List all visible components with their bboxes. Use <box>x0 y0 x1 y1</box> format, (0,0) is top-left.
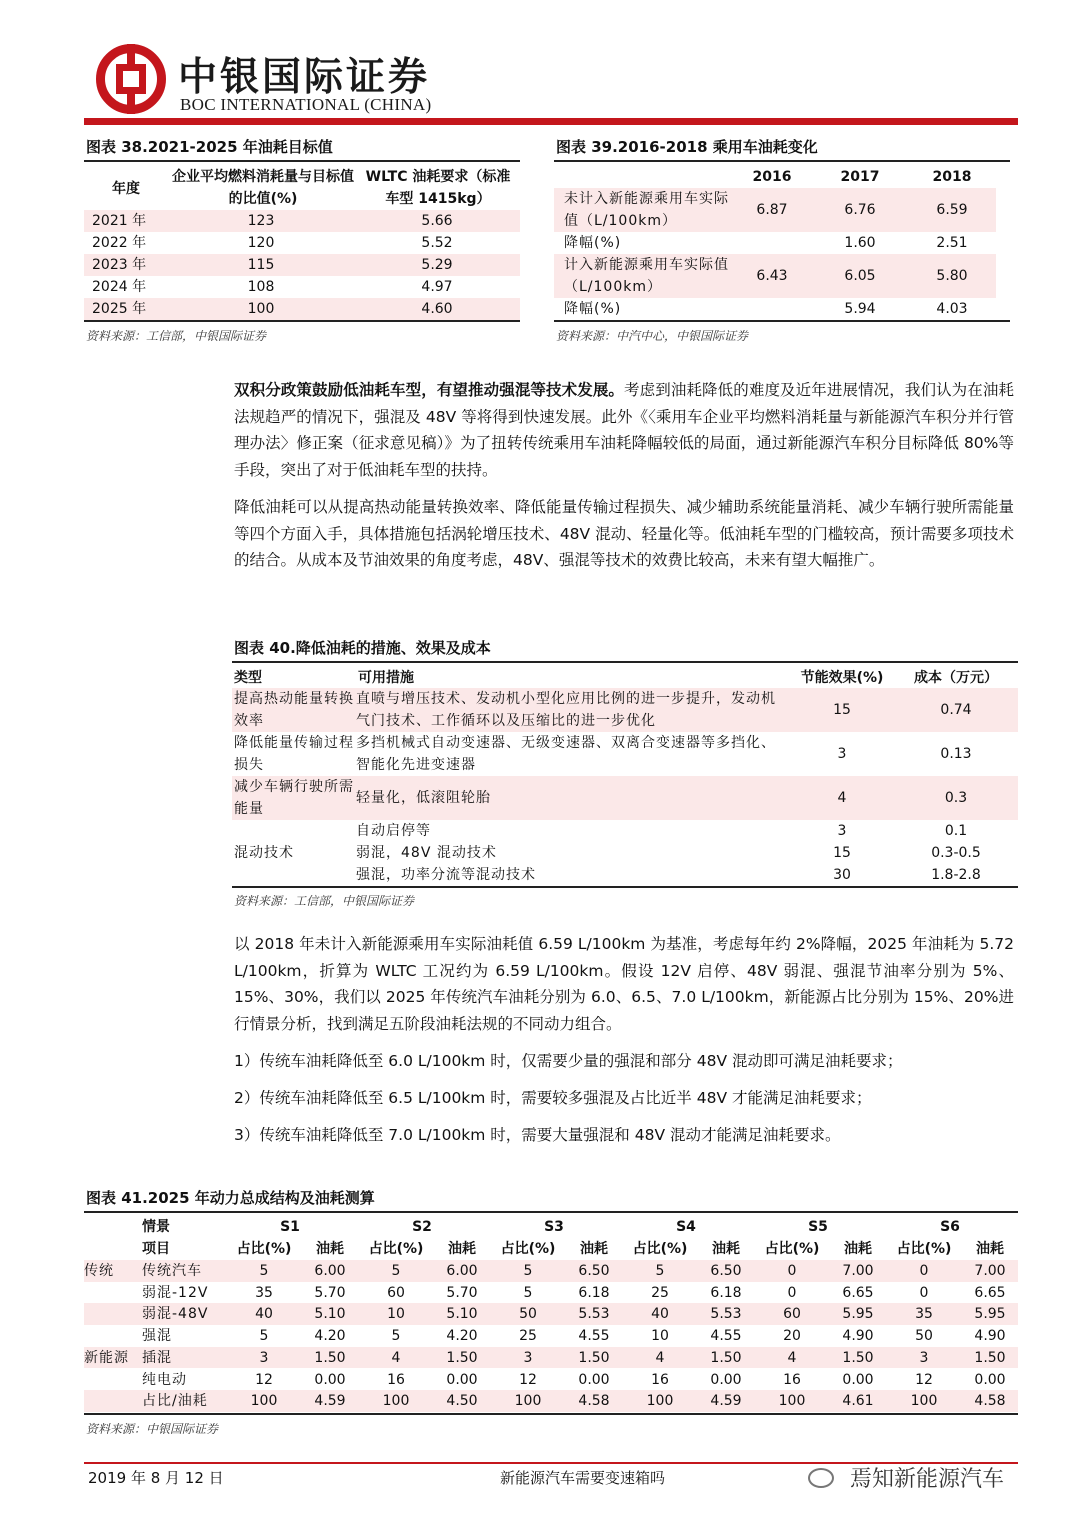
fig41-header-scenario-name: S5 <box>808 1219 828 1235</box>
fig41-cell-value: 20 <box>783 1328 801 1345</box>
fig40-cell-measure: 多挡机械式自动变速器、无级变速器、双离合变速器等多挡化、智能化先进变速器 <box>356 735 776 773</box>
watermark: 焉知新能源汽车 <box>850 1467 1005 1492</box>
fig38-source: 资料来源：工信部，中银国际证券 <box>86 329 267 343</box>
fig38-cell-wltc: 5.52 <box>421 235 453 251</box>
fig38-header-year: 年度 <box>112 181 140 197</box>
fig40-cell-type: 混动技术 <box>234 845 294 861</box>
fig41-cell-value: 6.65 <box>974 1284 1006 1301</box>
paragraph-policy <box>234 377 1014 483</box>
fig40-cell-cost: 0.13 <box>940 746 972 762</box>
fig41-cell-value: 0.00 <box>314 1371 346 1388</box>
fig39-header-year: 2017 <box>840 169 880 185</box>
fig41-cell-value: 6.00 <box>314 1263 346 1279</box>
fig41-cell-value: 5.10 <box>314 1306 346 1323</box>
fig41-cell-value: 1.50 <box>842 1349 874 1366</box>
fig38-cell-year: 2021 年 <box>92 213 147 229</box>
fig39-cell-value: 6.05 <box>844 268 876 284</box>
fig40-cell-effect: 3 <box>837 823 847 839</box>
fig41-cell-value: 0 <box>787 1263 797 1279</box>
list-item-3: 3）传统车油耗降低至 7.0 L/100km 时，需要大量强混和 48V 混动才能满足油耗要求。 <box>234 1126 841 1144</box>
list-item-2: 2）传统车油耗降低至 6.5 L/100km 时，需要较多强混及占比近半 48V 才能满足油耗要求； <box>234 1089 872 1107</box>
fig41-cell-value: 25 <box>519 1328 537 1345</box>
fig41-cell-item: 插混 <box>142 1349 172 1366</box>
fig39-cell-value: 6.87 <box>756 202 788 218</box>
fig39-table <box>554 162 1010 320</box>
fig40-cell-effect: 3 <box>837 746 847 762</box>
fig40-cell-type: 减少车辆行驶所需能量 <box>234 779 354 817</box>
brand-logo-square <box>116 64 146 94</box>
fig41-cell-value: 25 <box>651 1284 669 1301</box>
fig41-header-fuel: 油耗 <box>316 1241 344 1257</box>
fig41-cell-group: 新能源 <box>84 1349 129 1366</box>
fig41-header-fuel: 油耗 <box>712 1241 740 1257</box>
brand-name-en: BOC INTERNATIONAL (CHINA) <box>180 95 432 114</box>
fig41-cell-value: 16 <box>651 1371 669 1388</box>
fig41-header-fuel: 油耗 <box>448 1241 476 1257</box>
fig40-cell-effect: 15 <box>833 845 851 861</box>
fig41-header-share: 占比(%) <box>632 1241 688 1257</box>
fig40-cell-type: 提高热动能量转换效率 <box>234 691 354 729</box>
fig40-cell-type: 降低能量传输过程损失 <box>234 735 354 773</box>
fig41-cell-value: 12 <box>255 1371 273 1388</box>
fig40-cell-measure: 强混，功率分流等混动技术 <box>356 867 536 883</box>
fig41-cell-value: 3 <box>523 1349 533 1366</box>
fig41-source: 资料来源：中银国际证券 <box>86 1422 219 1436</box>
fig39-row-label: 未计入新能源乘用车实际值（L/100km） <box>564 191 729 229</box>
fig41-cell-value: 100 <box>250 1393 278 1410</box>
fig41-cell-value: 40 <box>651 1306 669 1323</box>
fig39-source: 资料来源：中汽中心，中银国际证券 <box>556 329 749 343</box>
fig40-header-type: 类型 <box>234 670 262 686</box>
fig41-cell-value: 4 <box>787 1349 797 1366</box>
fig41-cell-value: 0 <box>919 1263 929 1279</box>
fig41-cell-value: 5 <box>523 1284 533 1301</box>
fig41-cell-value: 4.50 <box>446 1393 478 1410</box>
fig41-cell-value: 3 <box>259 1349 269 1366</box>
fig41-cell-value: 5.10 <box>446 1306 478 1323</box>
fig41-cell-value: 6.65 <box>842 1284 874 1301</box>
fig39-bottom-rule <box>554 320 1010 322</box>
fig39-cell-value: 1.60 <box>844 235 876 251</box>
fig41-cell-item: 弱混-12V <box>142 1284 209 1301</box>
fig41-header-scenario: 情景 <box>142 1219 170 1235</box>
fig41-title: 图表 41.2025 年动力总成结构及油耗测算 <box>86 1189 375 1207</box>
fig41-header-scenario-name: S3 <box>544 1219 564 1235</box>
fig41-cell-value: 5 <box>259 1328 269 1345</box>
fig41-cell-value: 12 <box>519 1371 537 1388</box>
fig41-cell-value: 1.50 <box>974 1349 1006 1366</box>
fig41-cell-value: 6.00 <box>446 1263 478 1279</box>
fig40-title: 图表 40.降低油耗的措施、效果及成本 <box>234 639 491 657</box>
fig41-header-scenario-name: S2 <box>412 1219 432 1235</box>
fig40-header-cost: 成本（万元） <box>914 670 998 686</box>
fig38-cell-ratio: 115 <box>247 257 275 273</box>
fig41-cell-value: 4.61 <box>842 1393 874 1410</box>
fig41-header-fuel: 油耗 <box>976 1241 1004 1257</box>
fig41-cell-value: 5.70 <box>314 1284 346 1301</box>
fig41-cell-value: 6.18 <box>578 1284 610 1301</box>
fig38-cell-ratio: 123 <box>247 213 275 229</box>
fig38-table <box>84 162 520 320</box>
fig38-header-ratio: 企业平均燃料消耗量与目标值的比值(%) <box>172 169 354 207</box>
fig40-cell-measure: 轻量化，低滚阻轮胎 <box>356 790 491 806</box>
fig41-cell-item: 强混 <box>142 1328 172 1345</box>
fig40-cell-measure: 直喷与增压技术、发动机小型化应用比例的进一步提升，发动机气门技术、工作循环以及压缩比的进一步优化 <box>356 691 776 729</box>
fig41-cell-value: 50 <box>915 1328 933 1345</box>
fig38-cell-wltc: 4.97 <box>421 279 453 295</box>
fig38-cell-ratio: 120 <box>247 235 275 251</box>
fig40-cell-effect: 15 <box>833 702 851 718</box>
fig41-header-share: 占比(%) <box>896 1241 952 1257</box>
fig41-table <box>84 1213 1018 1413</box>
fig41-cell-value: 4 <box>391 1349 401 1366</box>
fig41-cell-value: 0.00 <box>842 1371 874 1388</box>
fig41-header-share: 占比(%) <box>500 1241 556 1257</box>
fig41-cell-value: 60 <box>783 1306 801 1323</box>
fig39-header-year: 2018 <box>932 169 972 185</box>
fig41-cell-value: 4.59 <box>314 1393 346 1410</box>
fig41-cell-value: 5 <box>655 1263 665 1279</box>
fig40-table <box>232 663 1018 885</box>
fig39-header-year: 2016 <box>752 169 792 185</box>
fig41-cell-value: 5 <box>391 1263 401 1279</box>
fig41-bottom-rule <box>84 1413 1018 1415</box>
fig38-cell-wltc: 5.29 <box>421 257 453 273</box>
footer-title: 新能源汽车需要变速箱吗 <box>500 1469 666 1487</box>
fig41-cell-value: 4.55 <box>578 1328 610 1345</box>
brand-name-cn: 中银国际证券 <box>178 54 431 100</box>
fig40-cell-cost: 1.8-2.8 <box>931 867 981 883</box>
fig41-cell-value: 0 <box>787 1284 797 1301</box>
fig39-cell-value: 2.51 <box>936 235 968 251</box>
fig40-cell-cost: 0.3-0.5 <box>931 845 981 861</box>
fig41-header-item: 项目 <box>142 1241 170 1257</box>
fig41-cell-value: 1.50 <box>446 1349 478 1366</box>
fig41-cell-value: 0.00 <box>446 1371 478 1388</box>
fig41-cell-value: 5.95 <box>842 1306 874 1323</box>
fig38-cell-year: 2025 年 <box>92 301 147 317</box>
fig38-cell-ratio: 108 <box>247 279 275 295</box>
fig38-header-wltc: WLTC 油耗要求（标准车型 1415kg） <box>365 169 511 207</box>
fig39-row-label: 降幅(%) <box>564 301 622 317</box>
fig41-cell-value: 1.50 <box>314 1349 346 1366</box>
fig40-cell-cost: 0.74 <box>940 702 972 718</box>
fig41-cell-value: 7.00 <box>974 1263 1006 1279</box>
fig41-cell-value: 4.20 <box>446 1328 478 1345</box>
fig41-cell-value: 100 <box>910 1393 938 1410</box>
fig41-cell-value: 4.58 <box>578 1393 610 1410</box>
fig41-cell-item: 纯电动 <box>142 1371 187 1388</box>
footer-date: 2019 年 8 月 12 日 <box>88 1469 224 1487</box>
fig41-cell-value: 35 <box>915 1306 933 1323</box>
fig41-cell-item: 占比/油耗 <box>142 1393 208 1410</box>
fig41-cell-value: 4.59 <box>710 1393 742 1410</box>
fig40-cell-measure: 弱混，48V 混动技术 <box>356 845 497 861</box>
fig41-header-fuel: 油耗 <box>844 1241 872 1257</box>
fig41-cell-value: 5 <box>523 1263 533 1279</box>
fig41-cell-value: 4 <box>655 1349 665 1366</box>
fig41-cell-value: 6.50 <box>710 1263 742 1279</box>
fig41-cell-item: 弱混-48V <box>142 1306 209 1323</box>
fig41-cell-value: 100 <box>778 1393 806 1410</box>
fig41-cell-value: 4.58 <box>974 1393 1006 1410</box>
fig40-source: 资料来源：工信部，中银国际证券 <box>234 894 415 908</box>
fig41-cell-value: 0.00 <box>974 1371 1006 1388</box>
fig41-cell-value: 50 <box>519 1306 537 1323</box>
fig41-cell-value: 4.55 <box>710 1328 742 1345</box>
fig41-cell-value: 5 <box>259 1263 269 1279</box>
fig41-header-share: 占比(%) <box>236 1241 292 1257</box>
fig41-cell-value: 6.18 <box>710 1284 742 1301</box>
fig39-cell-value: 5.80 <box>936 268 968 284</box>
paragraph-policy-lead: 双积分政策鼓励低油耗车型，有望推动强混等技术发展。 <box>234 381 625 399</box>
fig38-cell-year: 2022 年 <box>92 235 147 251</box>
fig41-header-scenario-name: S1 <box>280 1219 300 1235</box>
fig41-cell-value: 10 <box>387 1306 405 1323</box>
fig40-cell-cost: 0.3 <box>944 790 968 806</box>
fig41-cell-value: 0.00 <box>578 1371 610 1388</box>
fig38-title: 图表 38.2021-2025 年油耗目标值 <box>86 138 333 156</box>
fig38-cell-ratio: 100 <box>247 301 275 317</box>
fig41-header-scenario-name: S6 <box>940 1219 960 1235</box>
fig41-cell-value: 1.50 <box>578 1349 610 1366</box>
fig40-cell-measure: 自动启停等 <box>356 823 431 839</box>
fig41-header-share: 占比(%) <box>368 1241 424 1257</box>
fig38-cell-year: 2024 年 <box>92 279 147 295</box>
fig41-cell-value: 60 <box>387 1284 405 1301</box>
fig41-cell-value: 12 <box>915 1371 933 1388</box>
fig41-cell-value: 5 <box>391 1328 401 1345</box>
fig40-header-effect: 节能效果(%) <box>800 670 884 686</box>
fig41-header-fuel: 油耗 <box>580 1241 608 1257</box>
fig39-cell-value: 5.94 <box>844 301 876 317</box>
fig41-cell-value: 16 <box>387 1371 405 1388</box>
fig41-cell-value: 5.53 <box>578 1306 610 1323</box>
fig40-cell-effect: 4 <box>837 790 847 806</box>
fig40-bottom-rule <box>232 886 1018 888</box>
fig38-cell-wltc: 5.66 <box>421 213 453 229</box>
fig41-cell-group: 传统 <box>84 1263 114 1279</box>
fig39-cell-value: 6.43 <box>756 268 788 284</box>
fig41-cell-item: 传统汽车 <box>142 1263 202 1279</box>
fig40-header-measure: 可用措施 <box>358 670 414 686</box>
fig40-cell-cost: 0.1 <box>944 823 968 839</box>
fig41-cell-value: 3 <box>919 1349 929 1366</box>
fig41-cell-value: 100 <box>382 1393 410 1410</box>
fig41-cell-value: 1.50 <box>710 1349 742 1366</box>
fig41-header-scenario-name: S4 <box>676 1219 696 1235</box>
fig39-row-label: 降幅(%) <box>564 235 622 251</box>
fig41-cell-value: 5.53 <box>710 1306 742 1323</box>
fig39-cell-value: 6.59 <box>936 202 968 218</box>
fig38-cell-year: 2023 年 <box>92 257 147 273</box>
fig41-cell-value: 100 <box>514 1393 542 1410</box>
fig39-cell-value: 6.76 <box>844 202 876 218</box>
fig39-cell-value: 4.03 <box>936 301 968 317</box>
fig41-cell-value: 5.95 <box>974 1306 1006 1323</box>
fig41-cell-value: 7.00 <box>842 1263 874 1279</box>
fig41-cell-value: 6.50 <box>578 1263 610 1279</box>
list-item-1: 1）传统车油耗降低至 6.0 L/100km 时，仅需要少量的强混和部分 48V 混动即可满足油耗要求； <box>234 1052 903 1070</box>
fig41-cell-value: 40 <box>255 1306 273 1323</box>
fig39-title: 图表 39.2016-2018 乘用车油耗变化 <box>556 138 818 156</box>
fig38-cell-wltc: 4.60 <box>421 301 453 317</box>
fig41-cell-value: 0 <box>919 1284 929 1301</box>
wechat-icon <box>808 1468 834 1488</box>
fig41-cell-value: 10 <box>651 1328 669 1345</box>
fig41-header-share: 占比(%) <box>764 1241 820 1257</box>
fig40-cell-effect: 30 <box>833 867 851 883</box>
fig41-cell-value: 4.90 <box>974 1328 1006 1345</box>
fig41-cell-value: 0.00 <box>710 1371 742 1388</box>
paragraph-scenario: 以 2018 年未计入新能源乘用车实际油耗值 6.59 L/100km 为基准，考虑每年约 2%降幅，2025 年油耗为 5.72 L/100km，折算为 WLTC 工况约为 6.59 L/100km。假设 12V 启停、48V 弱混、强混节油率分别为 5%、15%、30%，我们以 2025 年传统汽车油耗分别为 6.0、6.5、7.0 L/100km，新能源占比分别为 15%、20%进行情景分析，找到满足五阶段油耗法规的不同动力组合。 <box>234 935 1014 1033</box>
paragraph-policy-text: 考虑到油耗降低的难度及近年进展情况，我们认为在油耗法规趋严的情况下，强混及 48V 等将得到快速发展。此外《〈乘用车企业平均燃料消耗量与新能源汽车积分并行管理办法〉修正案（征求意见稿）》为了扭转传统乘用车油耗降幅较低的局面，通过新能源汽车积分目标降低 80%等手段，突出了对于低油耗车型的扶持。 <box>234 381 1014 479</box>
fig41-cell-value: 16 <box>783 1371 801 1388</box>
fig41-cell-value: 4.90 <box>842 1328 874 1345</box>
fig39-row-label: 计入新能源乘用车实际值（L/100km） <box>564 257 729 295</box>
paragraph-measures: 降低油耗可以从提高热动能量转换效率、降低能量传输过程损失、减少辅助系统能量消耗、减少车辆行驶所需能量等四个方面入手，具体措施包括涡轮增压技术、48V 混动、轻量化等。低油耗车型的门槛较高，预计需要多项技术的结合。从成本及节油效果的角度考虑，48V、强混等技术的效费比较高，未来有望大幅推广。 <box>234 498 1014 569</box>
fig38-bottom-rule <box>84 320 520 322</box>
header-rule <box>84 118 1018 125</box>
fig41-cell-value: 4.20 <box>314 1328 346 1345</box>
fig41-cell-value: 100 <box>646 1393 674 1410</box>
fig41-cell-value: 5.70 <box>446 1284 478 1301</box>
fig41-cell-value: 35 <box>255 1284 273 1301</box>
